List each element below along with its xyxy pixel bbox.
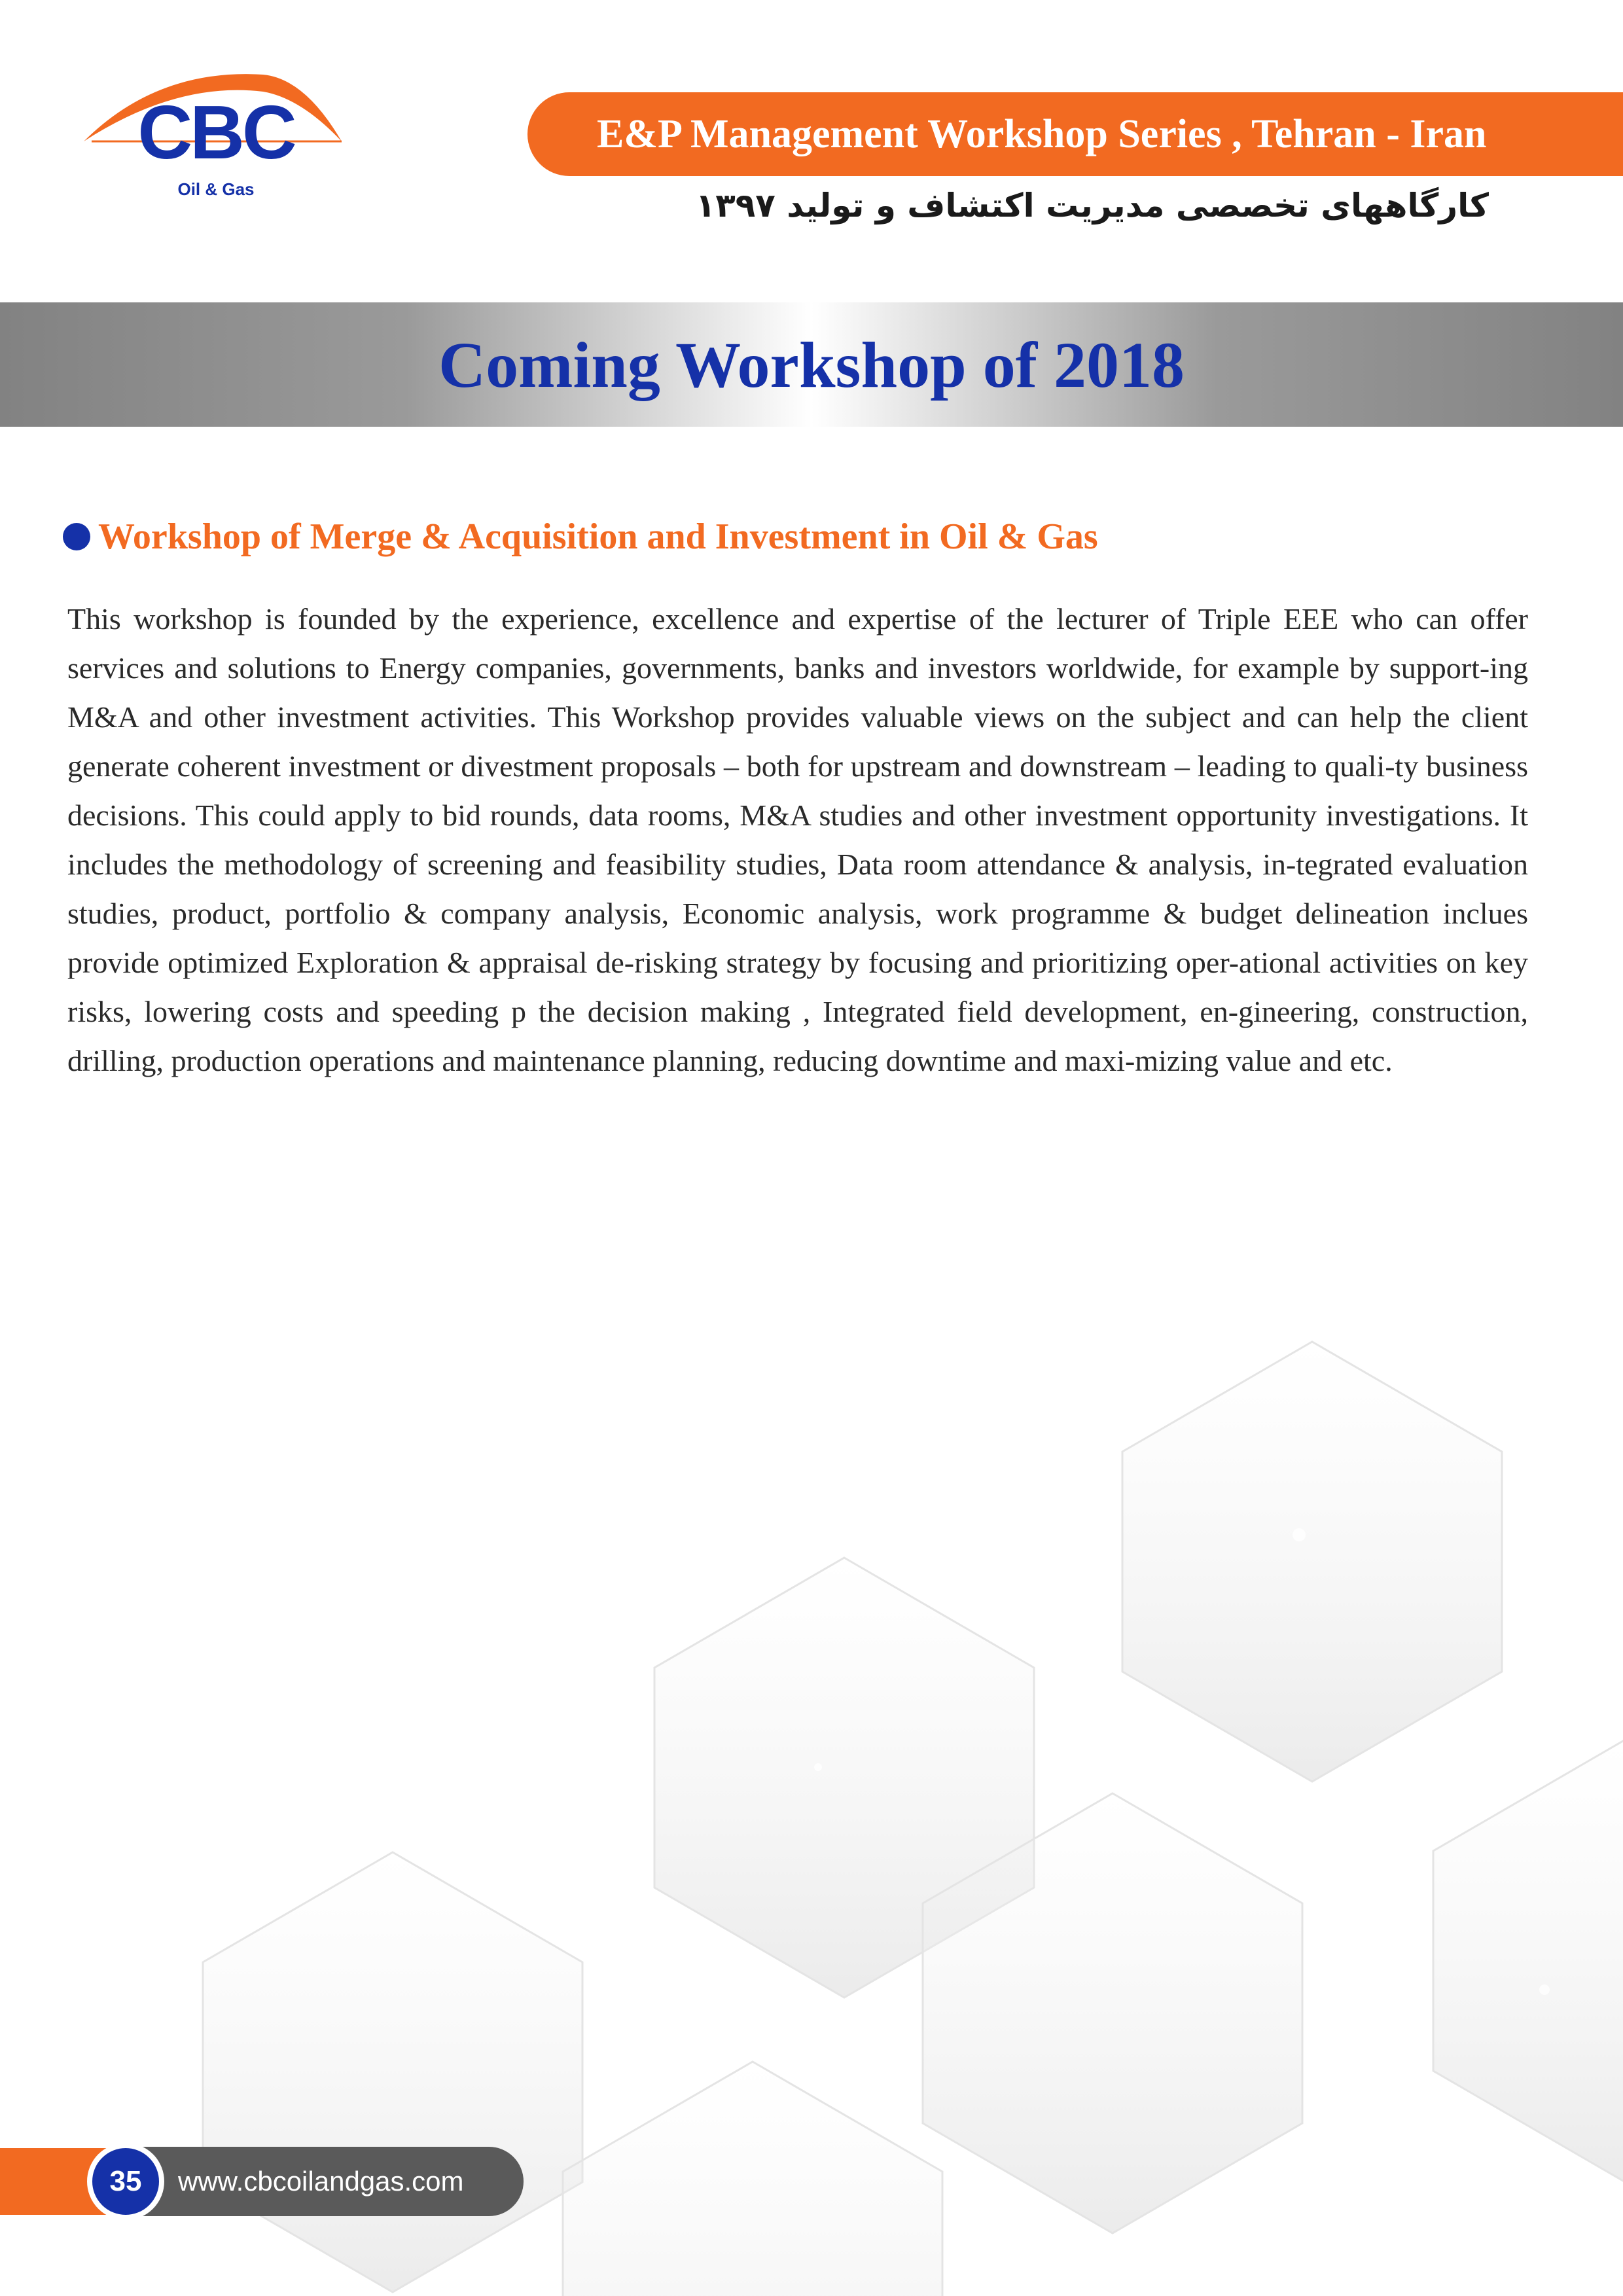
page-number: 35 — [87, 2143, 164, 2220]
workshop-description: This workshop is founded by the experience, excellence and expertise of the lecturer of Triple EEE who can offer services and solutions to Energy companies, governments, banks and investors worldwide, for example by support-ing M&A and other investment activities. This Workshop provides valuable views on the subject and can help the client generate coherent investment or divestment proposals – both for upstream and downstream – leading to quali-ty business decisions. This could apply to bid rounds, data rooms, M&A studies and other investment opportunity investigations. It includes the methodology of screening and feasibility studies, Data room attendance & analysis, in-tegrated evaluation studies, product, portfolio & company analysis, Economic analysis, work programme & budget delineation inclues provide optimized Exploration & appraisal de-risking strategy by focusing and prioritizing oper-ational activities on key risks, lowering costs and speeding p the decision making , Integrated field development, en-gineering, construction, drilling, production operations and maintenance planning, reducing downtime and maxi-mizing value and etc. — [67, 602, 1528, 1077]
workshop-heading-text: Workshop of Merge & Acquisition and Investment in Oil & Gas — [98, 516, 1098, 557]
cbc-logo — [79, 72, 353, 203]
bullet-icon — [63, 523, 90, 550]
website-link[interactable]: www.cbcoilandgas.com — [178, 2166, 464, 2197]
section-title: Coming Workshop of 2018 — [438, 328, 1185, 401]
series-banner — [527, 92, 1623, 176]
svg-text:CBC: CBC — [137, 90, 294, 175]
svg-text:Oil & Gas: Oil & Gas — [177, 179, 255, 199]
series-title: E&P Management Workshop Series , Tehran - Iran — [597, 111, 1487, 156]
persian-subtitle: کارگاههای تخصصی مدیریت اکتشاف و تولید ۱۳۹۷ — [695, 187, 1489, 224]
workshop-heading — [63, 516, 1098, 558]
section-band — [0, 302, 1623, 427]
